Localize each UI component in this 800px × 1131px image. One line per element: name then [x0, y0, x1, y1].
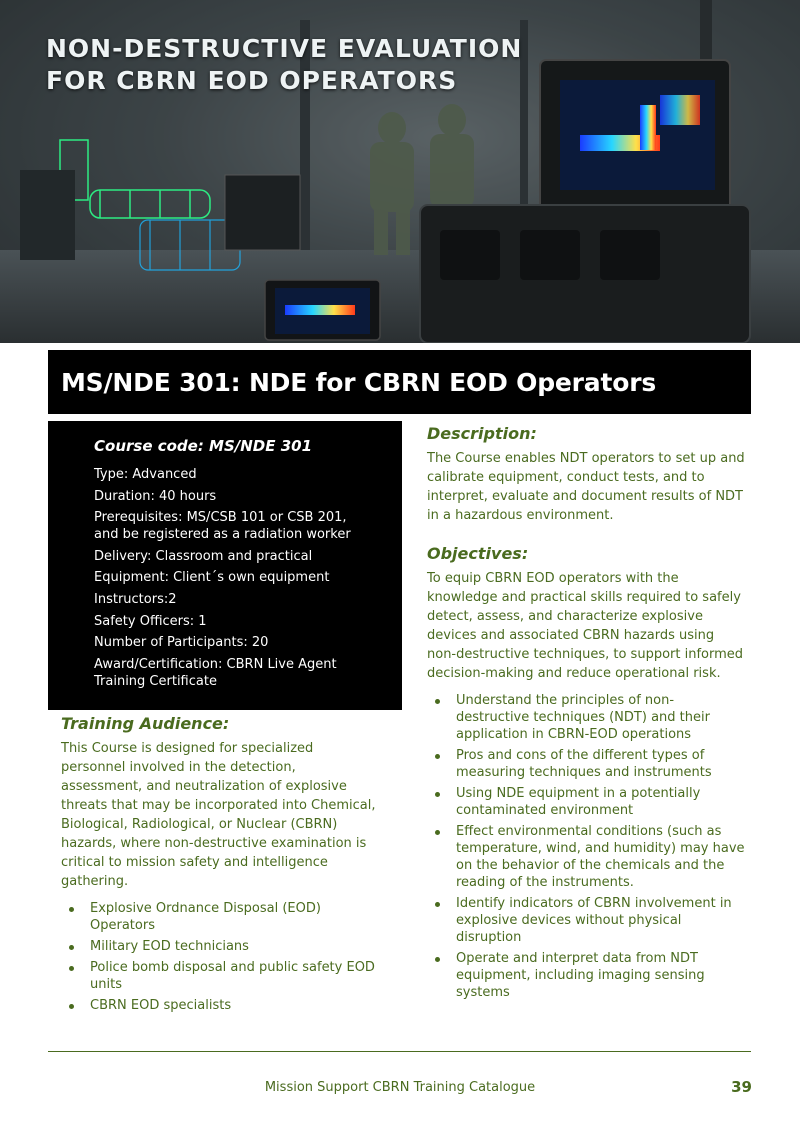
- hero-title: [46, 33, 522, 97]
- footer-catalogue-title: Mission Support CBRN Training Catalogue: [264, 1080, 536, 1095]
- info-participants: Number of Participants: 20: [94, 635, 269, 651]
- bullet-icon: [435, 902, 440, 907]
- bullet-icon: [435, 699, 440, 704]
- hero-title-line2: FOR CBRN EOD OPERATORS: [46, 66, 458, 95]
- info-equipment: Equipment: Client´s own equipment: [94, 570, 330, 586]
- audience-item-text: Police bomb disposal and public safety EOD units: [90, 960, 375, 992]
- course-title: MS/NDE 301: NDE for CBRN EOD Operators: [61, 367, 657, 397]
- course-code: Course code: MS/NDE 301: [94, 437, 313, 455]
- bullet-icon: [69, 1004, 74, 1009]
- objectives-list: [456, 692, 747, 1001]
- audience-item-text: CBRN EOD specialists: [90, 998, 232, 1013]
- bullet-icon: [69, 945, 74, 950]
- objective-item-text: Understand the principles of non-destructive techniques (NDT) and their application in CBRN-EOD operations: [456, 693, 710, 742]
- info-duration: Duration: 40 hours: [94, 488, 217, 504]
- bullet-icon: [435, 830, 440, 835]
- list-item: [90, 959, 381, 993]
- training-audience-heading: Training Audience:: [61, 714, 230, 733]
- bullet-icon: [69, 966, 74, 971]
- right-column: [427, 424, 747, 1005]
- objective-item-text: Using NDE equipment in a potentially contaminated environment: [456, 786, 701, 818]
- list-item: [90, 997, 381, 1014]
- page-number: 39: [731, 1078, 752, 1096]
- list-item: [456, 950, 747, 1001]
- list-item: [90, 900, 381, 934]
- info-delivery: Delivery: Classroom and practical: [94, 548, 313, 564]
- objectives-text: To equip CBRN EOD operators with the knowledge and practical skills required to safely detect, assess, and characterize explosive devices and associated CBRN hazards using non-destructive techniques, to support informed decision-making and reduce operational risk.: [427, 571, 744, 681]
- footer-divider: [48, 1051, 751, 1052]
- hero-image: [0, 0, 800, 343]
- info-safety-officers: Safety Officers: 1: [94, 613, 207, 629]
- list-item: [456, 823, 747, 891]
- bullet-icon: [435, 792, 440, 797]
- bullet-icon: [435, 754, 440, 759]
- objective-item-text: Effect environmental conditions (such as temperature, wind, and humidity) may have on the behavior of the chemicals and the reading of the instruments.: [456, 824, 745, 890]
- audience-item-text: Military EOD technicians: [90, 939, 249, 954]
- info-type: Type: Advanced: [94, 467, 197, 482]
- audience-list: [90, 900, 381, 1014]
- objectives-heading: Objectives:: [427, 544, 529, 563]
- training-audience-text: This Course is designed for specialized personnel involved in the detection, assessment, and neutralization of explosive threats that may be incorporated into Chemical, Biological, Radiological, or Nuclear (CBRN) hazards, where non-destructive examination is critical to mission safety and intelligence gathering.: [61, 741, 376, 889]
- audience-item-text: Explosive Ordnance Disposal (EOD) Operators: [90, 901, 321, 933]
- info-award: Award/Certification: CBRN Live Agent Training Certificate: [94, 656, 337, 689]
- course-info-box: [48, 421, 402, 710]
- description-heading: Description:: [427, 424, 537, 443]
- training-audience-section: [61, 714, 381, 1018]
- description-text: The Course enables NDT operators to set up and calibrate equipment, conduct tests, and to interpret, evaluate and document results of NDT in a hazardous environment.: [427, 451, 745, 523]
- list-item: [90, 938, 381, 955]
- list-item: [456, 747, 747, 781]
- objective-item-text: Identify indicators of CBRN involvement in explosive devices without physical disruption: [456, 896, 732, 945]
- list-item: [456, 692, 747, 743]
- bullet-icon: [69, 907, 74, 912]
- list-item: [456, 785, 747, 819]
- course-info-list: [94, 466, 372, 690]
- info-instructors: Instructors:2: [94, 591, 177, 607]
- objective-item-text: Pros and cons of the different types of measuring techniques and instruments: [456, 748, 712, 780]
- bullet-icon: [435, 957, 440, 962]
- info-prerequisites: Prerequisites: MS/CSB 101 or CSB 201, and be registered as a radiation worker: [94, 510, 351, 543]
- list-item: [456, 895, 747, 946]
- objective-item-text: Operate and interpret data from NDT equipment, including imaging sensing systems: [456, 951, 705, 1000]
- hero-title-line1: NON-DESTRUCTIVE EVALUATION: [46, 34, 523, 63]
- course-title-bar: [48, 350, 751, 414]
